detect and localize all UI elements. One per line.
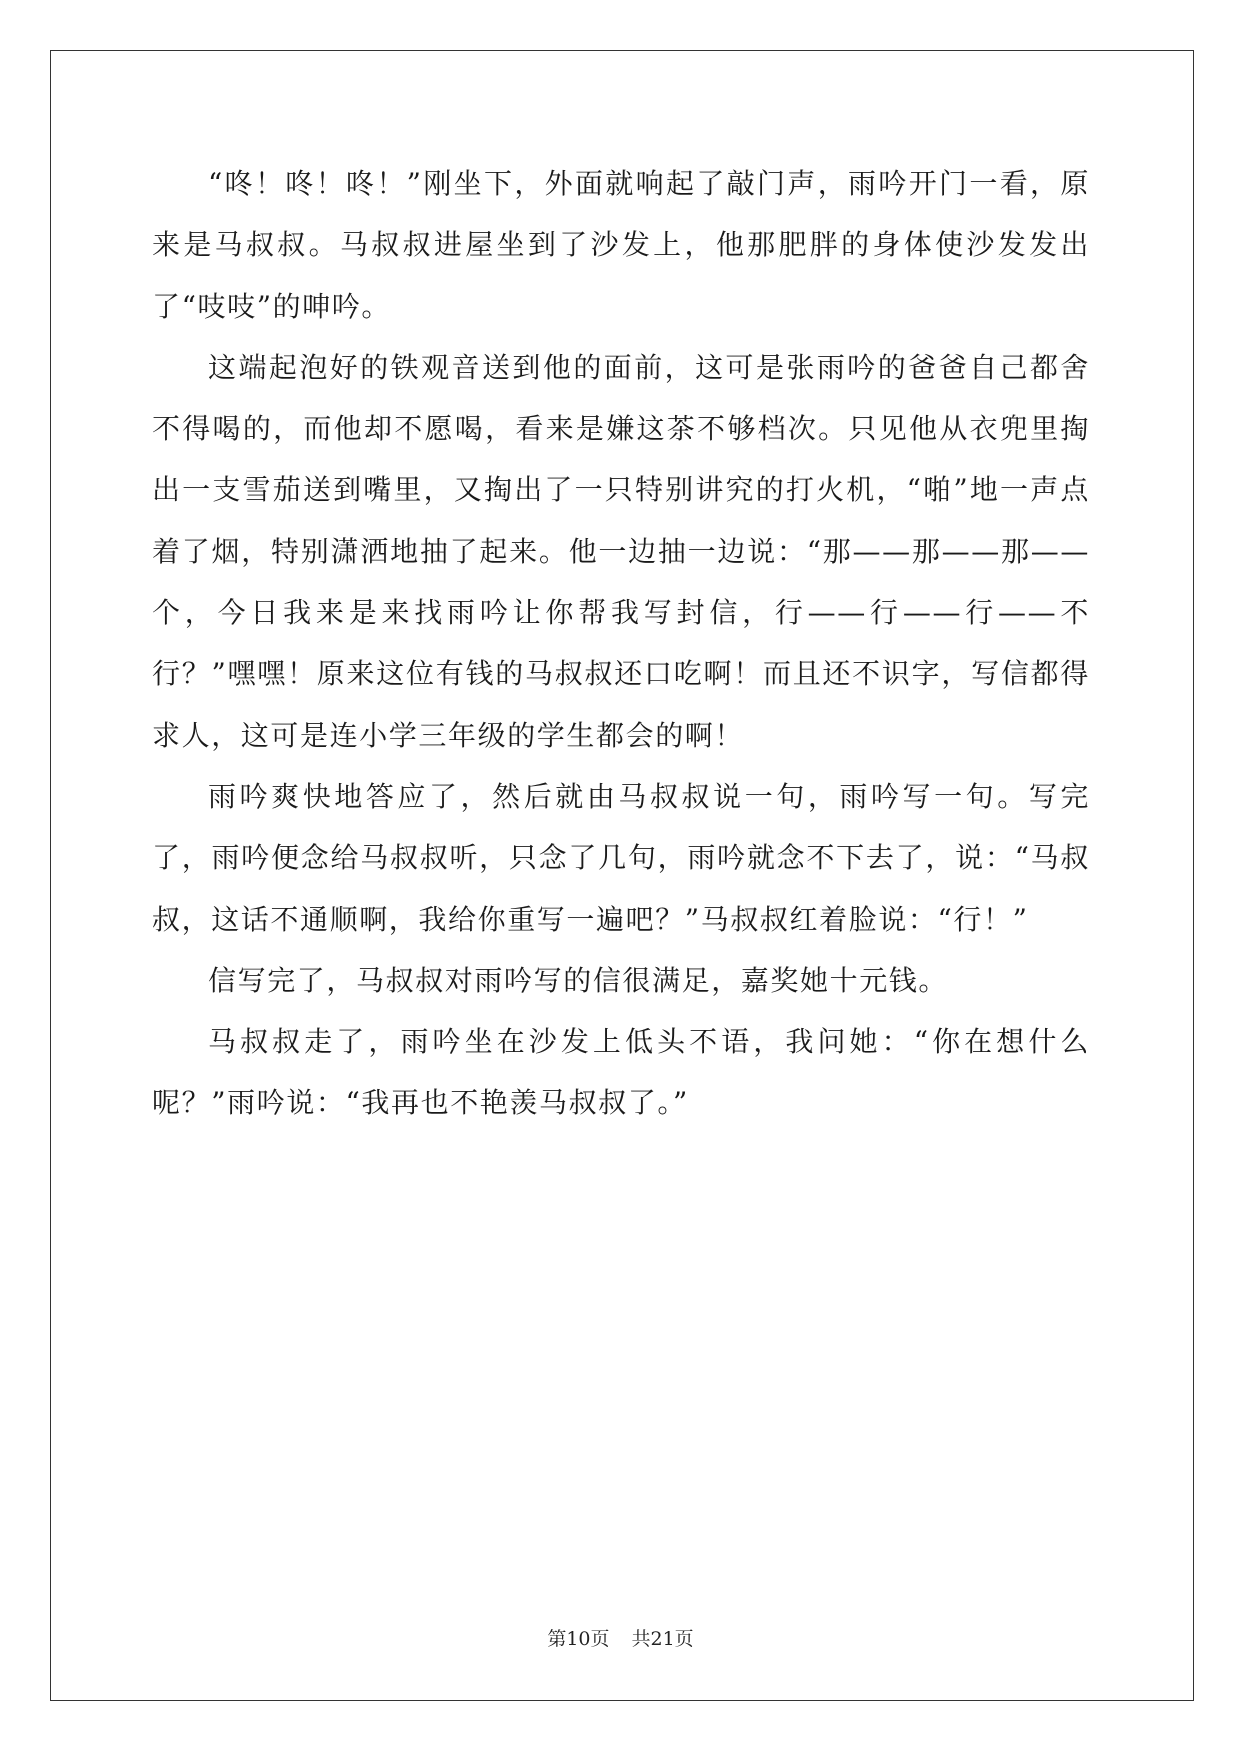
paragraph-4: 信写完了，马叔叔对雨吟写的信很满足，嘉奖她十元钱。 bbox=[208, 963, 949, 997]
paragraph-1: “咚！咚！咚！”刚坐下，外面就响起了敲门声，雨吟开门一看，原来是马叔叔。马叔叔进屋坐到了沙发上，他那肥胖的身体使沙发发出了“吱吱”的呻吟。 bbox=[152, 167, 1090, 323]
page-footer bbox=[0, 1624, 1241, 1651]
page-number-total: 共21页 bbox=[631, 1628, 694, 1650]
document-body bbox=[152, 153, 1090, 1134]
paragraph-2: 这端起泡好的铁观音送到他的面前，这可是张雨吟的爸爸自己都舍不得喝的，而他却不愿喝，看来是嫌这茶不够档次。只见他从衣兜里掏出一支雪茄送到嘴里，又掏出了一只特别讲究的打火机，“啪”地一声点着了烟，特别潇洒地抽了起来。他一边抽一边说：“那——那——那——个，今日我来是来找雨吟让你帮我写封信，行——行——行——不行？”嘿嘿！原来这位有钱的马叔叔还口吃啊！而且还不识字，写信都得求人，这可是连小学三年级的学生都会的啊！ bbox=[152, 350, 1090, 752]
page-number-current: 第10页 bbox=[547, 1628, 610, 1650]
paragraph-5: 马叔叔走了，雨吟坐在沙发上低头不语，我问她：“你在想什么呢？”雨吟说：“我再也不艳羡马叔叔了。” bbox=[152, 1025, 1090, 1120]
paragraph-3: 雨吟爽快地答应了，然后就由马叔叔说一句，雨吟写一句。写完了，雨吟便念给马叔叔听，只念了几句，雨吟就念不下去了，说：“马叔叔，这话不通顺啊，我给你重写一遍吧？”马叔叔红着脸说：“行！” bbox=[152, 779, 1090, 936]
